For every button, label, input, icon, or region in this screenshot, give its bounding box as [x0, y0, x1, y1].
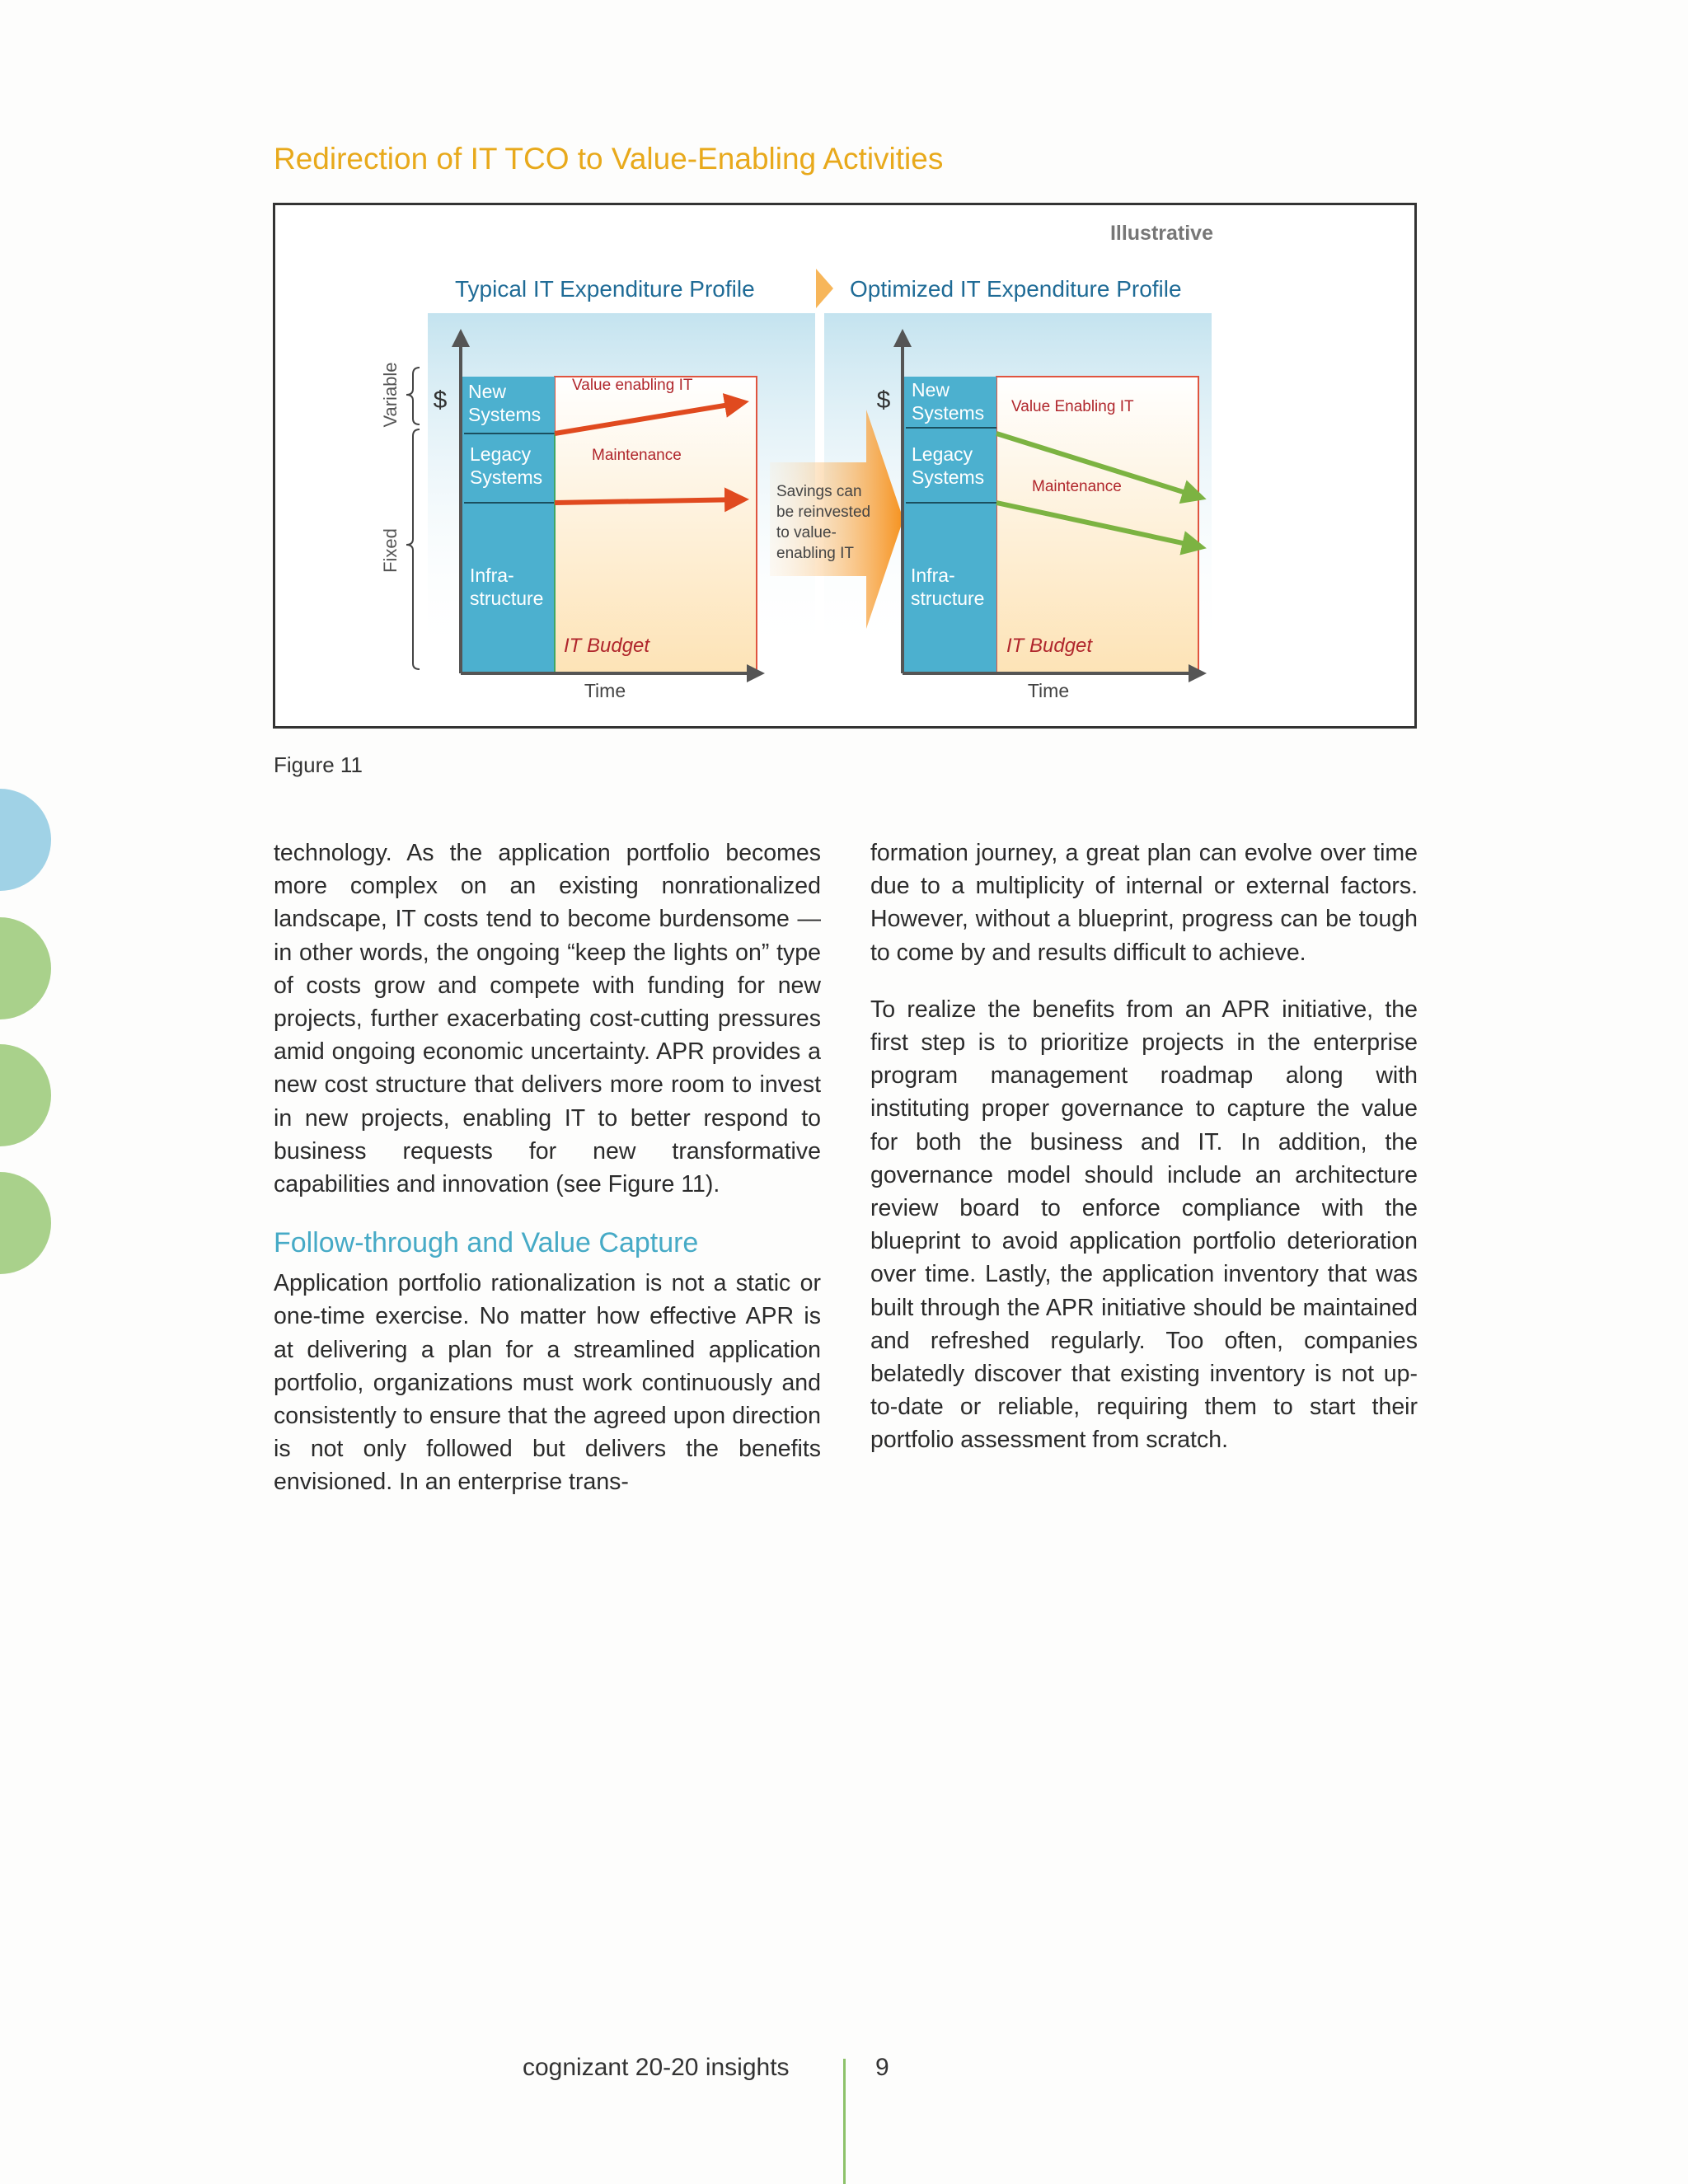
typical-time-label: Time [584, 680, 626, 701]
footer-publication: cognizant 20-20 insights [523, 2054, 790, 2081]
optimized-profile-heading: Optimized IT Expenditure Profile [850, 276, 1182, 302]
typical-dollar-label: $ [433, 387, 448, 414]
page-number: 9 [875, 2054, 889, 2081]
variable-brace [406, 368, 420, 424]
optimized-legacy-systems-label: Legacy Systems [912, 443, 985, 488]
optimized-dollar-label: $ [876, 387, 891, 414]
body-paragraph: Application portfolio rationalization is not a static or one-time exercise. No matter how effective APR is at delivering a plan for a streamlined application portfolio, organizations must work continuously and consistently to ensure that the agreed upon direction is not only followed but delivers the benefits envisioned. In an enterprise trans- [274, 1270, 821, 1496]
typical-maintenance-growth-arrow [555, 499, 744, 503]
optimized-infrastructure-label: Infra-structure [911, 565, 985, 609]
heading-transition-arrow [816, 269, 833, 308]
decorative-circle-green [0, 1172, 51, 1274]
typical-maintenance-label: Maintenance [592, 447, 682, 464]
fixed-label: Fixed [380, 528, 401, 573]
variable-label: Variable [380, 362, 401, 428]
text-column-right [870, 837, 1418, 1457]
illustrative-label: Illustrative [1109, 222, 1213, 245]
savings-text: Savings can be reinvested to value- enabling IT [776, 483, 871, 562]
text-column-left [274, 837, 821, 1499]
optimized-it-budget-label: IT Budget [1006, 635, 1093, 657]
figure-11-diagram [273, 203, 1417, 729]
typical-new-systems-label: New Systems [468, 381, 542, 425]
figure-title: Redirection of IT TCO to Value-Enabling Activities [274, 142, 944, 176]
optimized-time-label: Time [1027, 680, 1070, 701]
footer-divider [843, 2059, 846, 2184]
typical-infrastructure-label: Infra-structure [470, 565, 544, 609]
body-paragraph: To realize the benefits from an APR initiative, the first step is to prioritize projects in the enterprise program management roadmap along with instituting proper governance to capture the value for both the business and IT. In addition, the governance model should include an architecture review board to enforce compliance with the blueprint to avoid application portfolio deterioration over time. Lastly, the application inventory that was built through the APR initiative should be maintained and refreshed regularly. Too often, companies belatedly discover that existing inventory is not up-to-date or reliable, requiring them to start their portfolio assessment from scratch. [870, 996, 1418, 1454]
typical-profile-heading: Typical IT Expenditure Profile [455, 276, 755, 302]
typical-legacy-systems-label: Legacy Systems [470, 443, 543, 488]
body-paragraph: formation journey, a great plan can evolve over time due to a multiplicity of internal or external factors. However, without a blueprint, progress can be tough to come by and results difficult to achieve. [870, 840, 1418, 966]
section-heading: Follow-through and Value Capture [274, 1227, 699, 1259]
typical-value-enabling-label: Value enabling IT [572, 377, 693, 394]
decorative-circle-blue [0, 789, 51, 891]
optimized-new-systems-label: New Systems [912, 379, 985, 424]
optimized-value-enabling-label: Value Enabling IT [1011, 398, 1134, 415]
body-paragraph: technology. As the application portfolio becomes more complex on an existing nonrationalized landscape, IT costs tend to become burdensome — in other words, the ongoing “keep the lights on” type of costs grow and compete with funding for new projects, further exacerbating cost-cutting pressures amid ongoing economic uncertainty. APR provides a new cost structure that delivers more room to invest in new projects, enabling IT to better respond to business requests for new transformative capabilities and innovation (see Figure 11). [274, 840, 821, 1198]
fixed-brace [406, 429, 420, 669]
figure-caption: Figure 11 [274, 752, 363, 777]
typical-it-budget-area [555, 377, 757, 673]
decorative-circle-green [0, 1044, 51, 1146]
typical-it-budget-label: IT Budget [564, 635, 650, 657]
optimized-maintenance-label: Maintenance [1032, 478, 1122, 495]
decorative-circle-green [0, 917, 51, 1019]
